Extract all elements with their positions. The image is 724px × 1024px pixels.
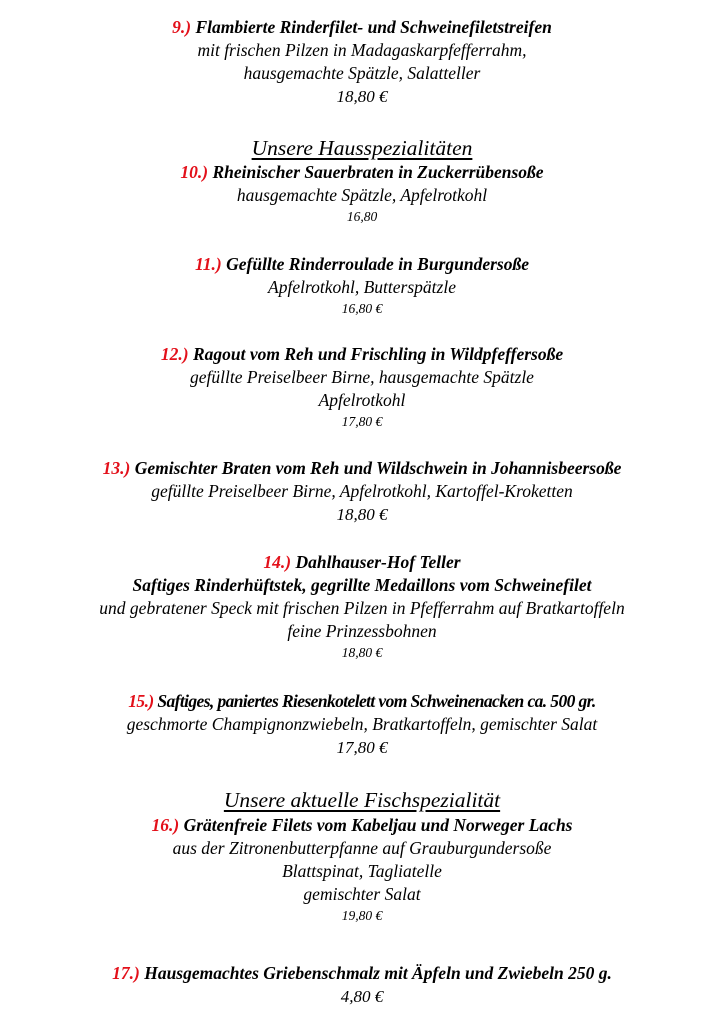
menu-item-17 (0, 962, 724, 1008)
item-number: 10.) (180, 162, 209, 182)
item-price: 19,80 € (341, 908, 383, 923)
item-description-line: Apfelrotkohl, Butterspätzle (268, 277, 456, 297)
item-price: 17,80 € (336, 738, 388, 757)
item-description-line: Apfelrotkohl (318, 390, 406, 410)
section-heading-fish (0, 786, 724, 814)
item-number: 9.) (172, 17, 192, 37)
menu-item-9 (0, 16, 724, 108)
item-price: 16,80 (346, 209, 378, 224)
section-title: Unsere Hausspezialitäten (251, 136, 473, 160)
item-number: 14.) (263, 552, 292, 572)
item-description-line: und gebratener Speck mit frischen Pilzen in Pfefferrahm auf Bratkartoffeln (99, 598, 625, 618)
item-price: 17,80 € (341, 414, 383, 429)
item-price: 18,80 € (336, 87, 388, 106)
item-description-line: hausgemachte Spätzle, Apfelrotkohl (236, 185, 488, 205)
menu-item-13 (0, 457, 724, 526)
menu-item-10 (0, 161, 724, 227)
section-title: Unsere aktuelle Fischspezialität (223, 788, 501, 812)
item-description-line: gemischter Salat (303, 884, 421, 904)
item-title: Ragout vom Reh und Frischling in Wildpfeffersoße (192, 344, 564, 364)
item-description-line: gefüllte Preiselbeer Birne, Apfelrotkohl, Kartoffel-Kroketten (151, 481, 573, 501)
item-number: 15.) (128, 691, 154, 711)
menu-item-16 (0, 814, 724, 926)
item-description-line: gefüllte Preiselbeer Birne, hausgemachte Spätzle (190, 367, 534, 387)
menu-item-12 (0, 343, 724, 432)
item-description-line: aus der Zitronenbutterpfanne auf Grauburgundersoße (172, 838, 552, 858)
item-price: 18,80 € (336, 505, 388, 524)
item-title: Rheinischer Sauerbraten in Zuckerrübensoße (212, 162, 544, 182)
item-description-line: feine Prinzessbohnen (287, 621, 437, 641)
item-title: Flambierte Rinderfilet- und Schweinefiletstreifen (195, 17, 552, 37)
item-number: 13.) (102, 458, 131, 478)
item-number: 11.) (194, 254, 222, 274)
item-title: Gemischter Braten vom Reh und Wildschwein in Johannisbeersoße (134, 458, 622, 478)
item-title: Gefüllte Rinderroulade in Burgundersoße (226, 254, 530, 274)
item-price: 4,80 € (340, 987, 384, 1006)
item-subtitle: Saftiges Rinderhüftstek, gegrillte Medaillons vom Schweinefilet (132, 575, 592, 595)
menu-item-15 (0, 690, 724, 759)
item-description-line: Blattspinat, Tagliatelle (282, 861, 442, 881)
item-description-line: hausgemachte Spätzle, Salatteller (243, 63, 481, 83)
item-number: 16.) (151, 815, 180, 835)
item-title: Hausgemachtes Griebenschmalz mit Äpfeln und Zwiebeln 250 g. (144, 963, 612, 983)
item-description-line: mit frischen Pilzen in Madagaskarpfefferrahm, (197, 40, 527, 60)
item-title: Saftiges, paniertes Riesenkotelett vom Schweinenacken ca. 500 gr. (157, 691, 596, 711)
menu-item-14 (0, 551, 724, 663)
menu-item-11 (0, 253, 724, 319)
item-price: 16,80 € (341, 301, 383, 316)
item-price: 18,80 € (341, 645, 383, 660)
item-description-line: geschmorte Champignonzwiebeln, Bratkartoffeln, gemischter Salat (126, 714, 598, 734)
item-number: 12.) (160, 344, 189, 364)
item-title: Dahlhauser-Hof Teller (295, 552, 461, 572)
item-title: Grätenfreie Filets vom Kabeljau und Norweger Lachs (183, 815, 573, 835)
section-heading-house (0, 134, 724, 162)
item-number: 17.) (112, 963, 140, 983)
